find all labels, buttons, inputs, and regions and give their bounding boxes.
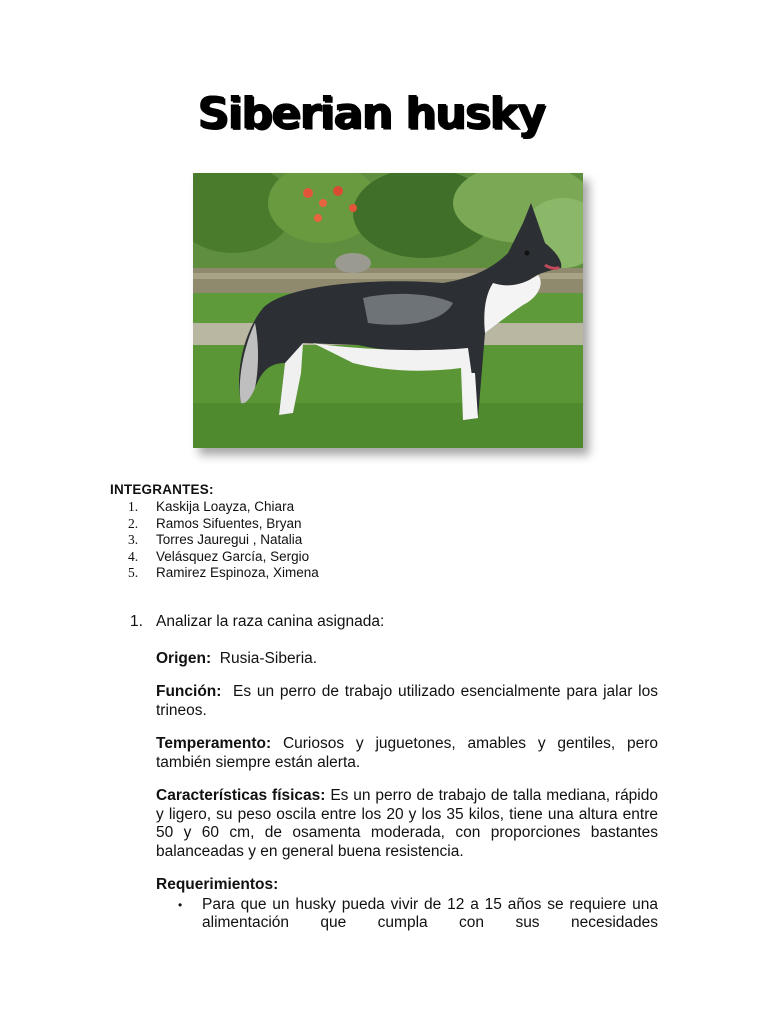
list-number: 2. [128,515,139,531]
husky-photo [193,173,583,448]
section-temperamento [156,735,658,772]
member-name: Velásquez García, Sergio [156,548,310,564]
member-name: Torres Jauregui , Natalia [156,532,303,547]
member-name: Ramirez Espinoza, Ximena [156,565,319,580]
members-list [128,499,319,582]
section-label: Requerimientos: [156,876,279,893]
list-number: 3. [128,532,139,547]
section-label: Origen: [156,649,212,667]
section-origen [156,650,658,669]
section-requerimientos [156,876,658,895]
question-number: 1. [130,613,143,630]
question [130,613,658,632]
section-text: Rusia-Siberia. [219,649,318,667]
list-item [128,532,319,549]
list-number: 5. [128,565,139,580]
member-name: Ramos Sifuentes, Bryan [156,515,302,531]
section-caracteristicas [156,787,658,861]
list-item [128,516,319,533]
section-text: Es un perro de trabajo utilizado esencialmente para jalar los trineos. [156,683,658,719]
list-item [128,499,319,516]
member-name: Kaskija Loayza, Chiara [156,499,295,514]
section-text: Curiosos y juguetones, amables y gentiles, pero también siempre están alerta. [156,735,658,771]
page-title: Siberian husky [197,88,545,139]
husky-photo-illustration [193,173,583,448]
question-text: Analizar la raza canina asignada: [156,613,385,630]
list-number: 1. [128,499,139,514]
document-body [130,613,658,933]
list-number: 4. [128,548,139,564]
section-label: Características físicas: [156,787,326,804]
section-funcion [156,683,658,720]
requirements-list [156,896,658,933]
list-item [128,549,319,566]
list-item [156,896,658,933]
section-text: Es un perro de trabajo de talla mediana, rápido y ligero, su peso oscila entre los 20 y los 35 kilos, tiene una altura entre 50 y 60 cm, de osamenta moderada, con proporciones bastantes balanceadas y en general buena resistencia. [156,787,658,860]
section-label: Función: [156,683,222,700]
requirement-text: Para que un husky pueda vivir de 12 a 15 años se requiere una alimentación que cumpla con sus necesidades [202,895,658,931]
section-label: Temperamento: [156,735,272,752]
members-heading: INTEGRANTES: [110,482,214,497]
bullet-icon: • [178,897,183,912]
list-item [128,565,319,582]
